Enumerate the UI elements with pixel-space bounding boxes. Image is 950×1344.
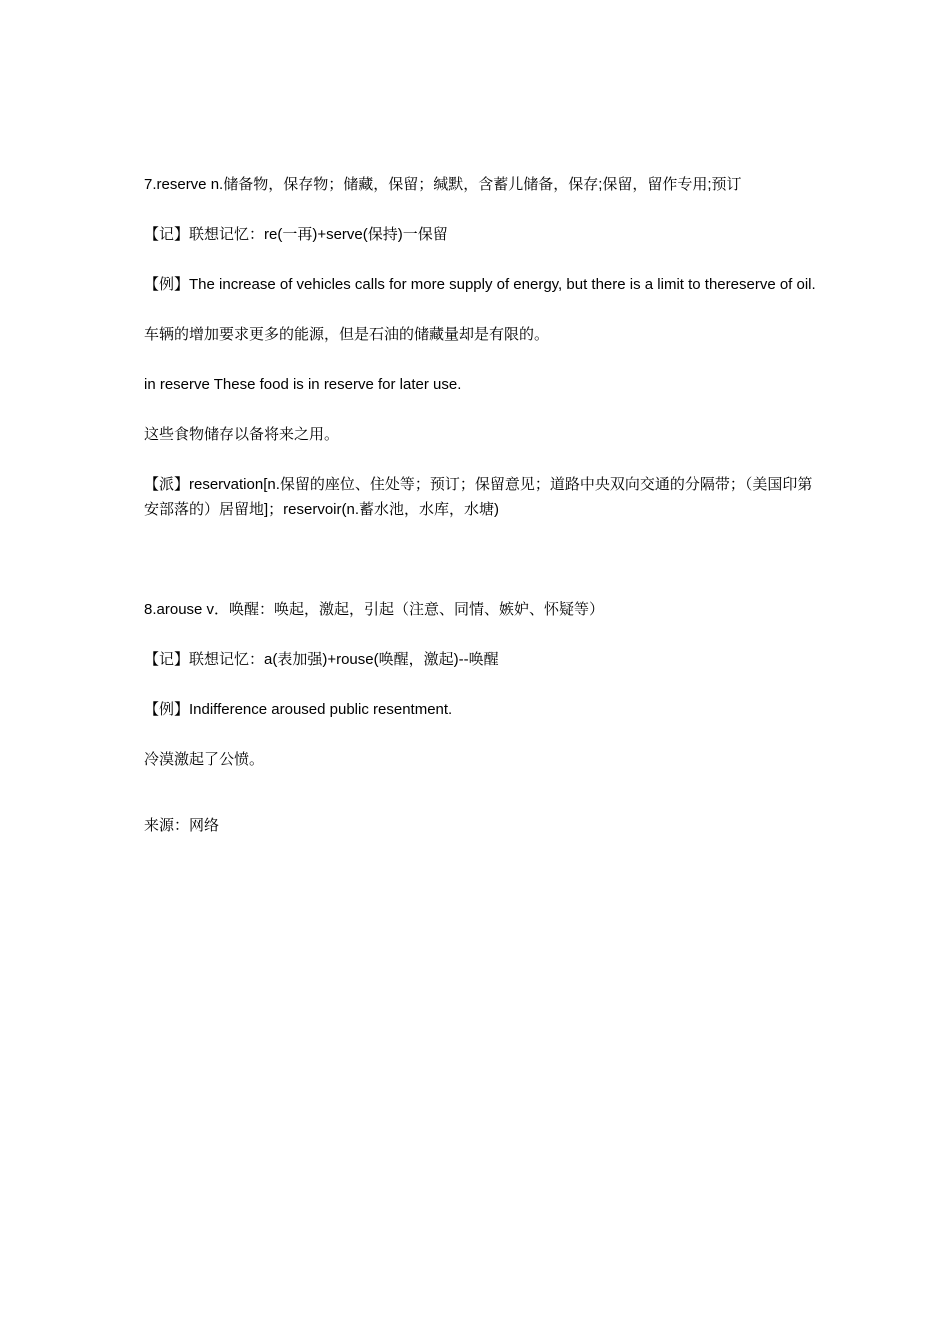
entry-8-example: 【例】Indifference aroused public resentment. <box>144 701 453 718</box>
entry-7-example: 【例】The increase of vehicles calls for more supply of energy, but there is a limit to thereserve of oil. <box>144 276 816 293</box>
entry-7-phrase-translation: 这些食物储存以备将来之用。 <box>144 426 340 443</box>
section-spacer <box>144 547 816 597</box>
entry-7-memory-note: 【记】联想记忆：re(一再)+serve(保持)一保留 <box>144 226 448 243</box>
entry-7-example-translation: 车辆的增加要求更多的能源，但是石油的储藏量却是有限的。 <box>144 326 550 343</box>
entry-8-memory-note: 【记】联想记忆：a(表加强)+rouse(唤醒，激起)--唤醒 <box>144 651 499 668</box>
document-body <box>144 172 816 863</box>
source-note: 来源：网络 <box>144 817 220 834</box>
entry-7-phrase: in reserve These food is in reserve for later use. <box>144 376 462 393</box>
entry-8-headword: 8.arouse v．唤醒：唤起，激起，引起（注意、同情、嫉妒、怀疑等） <box>144 601 605 618</box>
entry-8-example-translation: 冷漠激起了公愤。 <box>144 751 265 768</box>
entry-7-headword: 7.reserve n.储备物，保存物；储藏，保留；缄默，含蓄儿储备，保存;保留，留作专用;预订 <box>144 176 742 193</box>
source-spacer <box>144 797 816 813</box>
entry-7-derivatives: 【派】reservation[n.保留的座位、住处等；预订；保留意见；道路中央双向交通的分隔带；（美国印第安部落的）居留地]；reservoir(n.蓄水池，水库，水塘) <box>144 476 813 518</box>
